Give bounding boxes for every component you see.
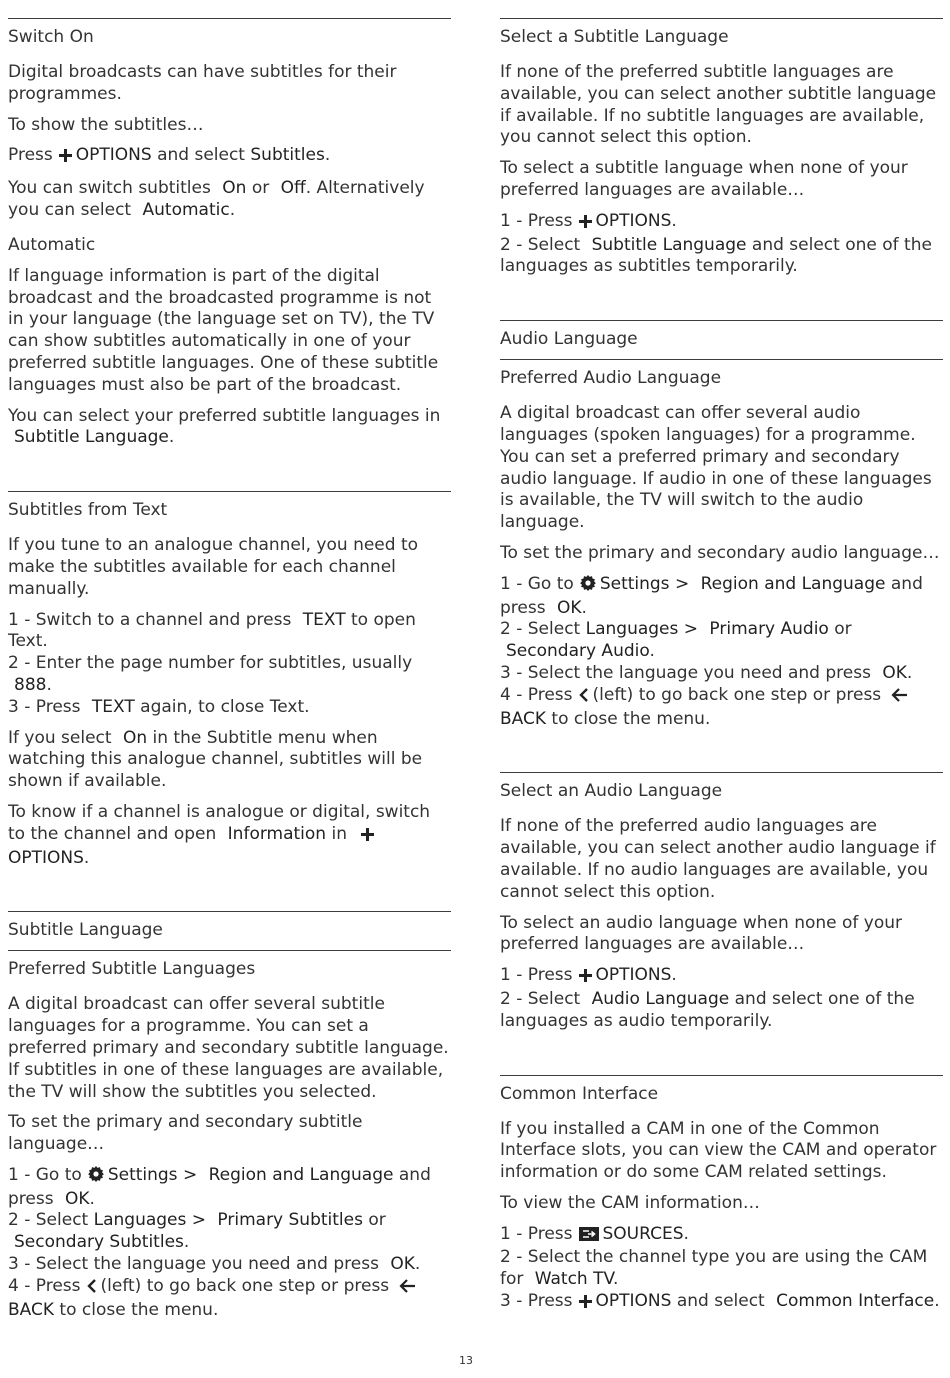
step: 3 - Select the language you need and press OK. bbox=[500, 662, 913, 683]
heading-preferred-subtitle-languages: Preferred Subtitle Languages bbox=[8, 959, 256, 980]
subsection-preferred-audio-language bbox=[500, 359, 943, 389]
section-subtitles-from-text bbox=[8, 491, 451, 521]
paragraph: You can select your preferred subtitle languages in Subtitle Language. bbox=[8, 405, 441, 448]
step: 1 - Switch to a channel and press TEXT to open Text. bbox=[8, 609, 416, 652]
back-arrow-icon bbox=[891, 687, 908, 709]
heading-audio-language: Audio Language bbox=[500, 329, 638, 350]
paragraph: To select an audio language when none of your preferred languages are available… bbox=[500, 912, 903, 955]
paragraph: Digital broadcasts can have subtitles for their programmes. bbox=[8, 62, 397, 104]
paragraph: If you installed a CAM in one of the Common Interface slots, you can view the CAM and operator information or do some CAM related settings. bbox=[500, 1118, 937, 1183]
chevron-left-icon bbox=[579, 687, 589, 709]
paragraph: If you tune to an analogue channel, you need to make the subtitles available for each channel manually. bbox=[8, 535, 419, 599]
heading-select-audio-language: Select an Audio Language bbox=[500, 781, 723, 802]
step: 1 - Go to Settings > Region and Language and press OK. bbox=[8, 1164, 431, 1209]
paragraph: To set the primary and secondary subtitle language… bbox=[8, 1112, 363, 1155]
step: 4 - Press (left) to go back one step or pressBACK to close the menu. bbox=[8, 1276, 451, 1322]
gear-icon bbox=[580, 575, 596, 598]
step: 2 - Select the channel type you are using the CAM for Watch TV. bbox=[500, 1247, 928, 1290]
paragraph: To know if a channel is analogue or digital, switch to the channel and open Information inOPTIONS. bbox=[8, 801, 431, 868]
page-number: 13 bbox=[459, 1354, 473, 1367]
paragraph: To show the subtitles… bbox=[8, 114, 204, 135]
heading-switch-on: Switch On bbox=[8, 27, 94, 47]
plus-icon bbox=[579, 1293, 592, 1315]
step: 2 - Select Audio Language and select one of the languages as audio temporarily. bbox=[500, 988, 915, 1031]
section-switch-on bbox=[8, 18, 451, 48]
chevron-left-icon bbox=[87, 1278, 97, 1300]
right-column bbox=[500, 0, 943, 1315]
step: 2 - Select Languages > Primary Audio or Secondary Audio. bbox=[500, 619, 852, 662]
paragraph: To select a subtitle language when none of your preferred languages are available… bbox=[500, 158, 908, 200]
paragraph: If you select On in the Subtitle menu when watching this analogue channel, subtitles will be shown if available. bbox=[8, 727, 423, 792]
paragraph: Press OPTIONS and select Subtitles. bbox=[8, 145, 451, 169]
step: 2 - Select Languages > Primary Subtitles or Secondary Subtitles. bbox=[8, 1210, 386, 1253]
step: 3 - Press TEXT again, to close Text. bbox=[8, 696, 310, 717]
section-audio-language bbox=[500, 320, 943, 350]
heading-preferred-audio-language: Preferred Audio Language bbox=[500, 368, 722, 389]
step: 1 - Press OPTIONS. bbox=[500, 965, 943, 989]
paragraph: A digital broadcast can offer several audio languages (spoken languages) for a programme. You can set a preferred primary and secondary audio language. If audio in one of these languages is available, the TV will switch to the audio language. bbox=[500, 403, 932, 533]
step: 3 - Press OPTIONS and select Common Interface. bbox=[500, 1291, 943, 1315]
paragraph: If none of the preferred audio languages are available, you can select another audio language if available. If no audio languages are available, you cannot select this option. bbox=[500, 816, 936, 902]
step: 4 - Press (left) to go back one step or pressBACK to close the menu. bbox=[500, 685, 943, 731]
paragraph: If language information is part of the digital broadcast and the broadcasted programme is not in your language (the language set on TV), the TV can show subtitles automatically in one of your preferred subtitle languages. One of these subtitle languages must also be part of the broadcast. bbox=[8, 265, 439, 395]
plus-icon bbox=[579, 213, 592, 235]
section-common-interface bbox=[500, 1075, 943, 1105]
heading-subtitles-from-text: Subtitles from Text bbox=[8, 500, 168, 521]
paragraph: A digital broadcast can offer several subtitle languages for a programme. You can set a preferred primary and secondary subtitle language. If subtitles in one of these languages are available, the TV will show the subtitles you selected. bbox=[8, 994, 449, 1102]
step: 3 - Select the language you need and press OK. bbox=[8, 1254, 421, 1275]
plus-icon bbox=[361, 826, 374, 848]
paragraph: If none of the preferred subtitle languages are available, you can select another subtitle language if available. If no subtitle languages are available, you cannot select this option. bbox=[500, 62, 937, 148]
sources-icon bbox=[579, 1226, 599, 1248]
step: 2 - Select Subtitle Language and select one of the languages as subtitles temporarily. bbox=[500, 234, 932, 277]
heading-automatic: Automatic bbox=[8, 234, 96, 255]
gear-icon bbox=[88, 1166, 104, 1189]
heading-subtitle-language: Subtitle Language bbox=[8, 920, 163, 941]
paragraph: You can switch subtitles On or Off. Alternatively you can select Automatic. bbox=[8, 178, 425, 220]
step: 1 - Press SOURCES. bbox=[500, 1224, 943, 1248]
heading-select-subtitle-language: Select a Subtitle Language bbox=[500, 27, 729, 47]
step: 1 - Go to Settings > Region and Language and press OK. bbox=[500, 573, 923, 618]
step: 1 - Press OPTIONS. bbox=[500, 211, 943, 235]
subsection-preferred-subtitle-languages bbox=[8, 950, 451, 980]
paragraph: To view the CAM information… bbox=[500, 1192, 760, 1213]
back-arrow-icon bbox=[399, 1278, 416, 1300]
plus-icon bbox=[579, 967, 592, 989]
paragraph: To set the primary and secondary audio language… bbox=[500, 542, 940, 563]
plus-icon bbox=[59, 147, 72, 169]
heading-common-interface: Common Interface bbox=[500, 1083, 659, 1104]
section-select-subtitle-language bbox=[500, 18, 943, 48]
step: 2 - Enter the page number for subtitles, usually 888. bbox=[8, 653, 413, 695]
left-column bbox=[8, 0, 451, 1321]
section-subtitle-language bbox=[8, 911, 451, 941]
section-select-audio-language bbox=[500, 772, 943, 802]
